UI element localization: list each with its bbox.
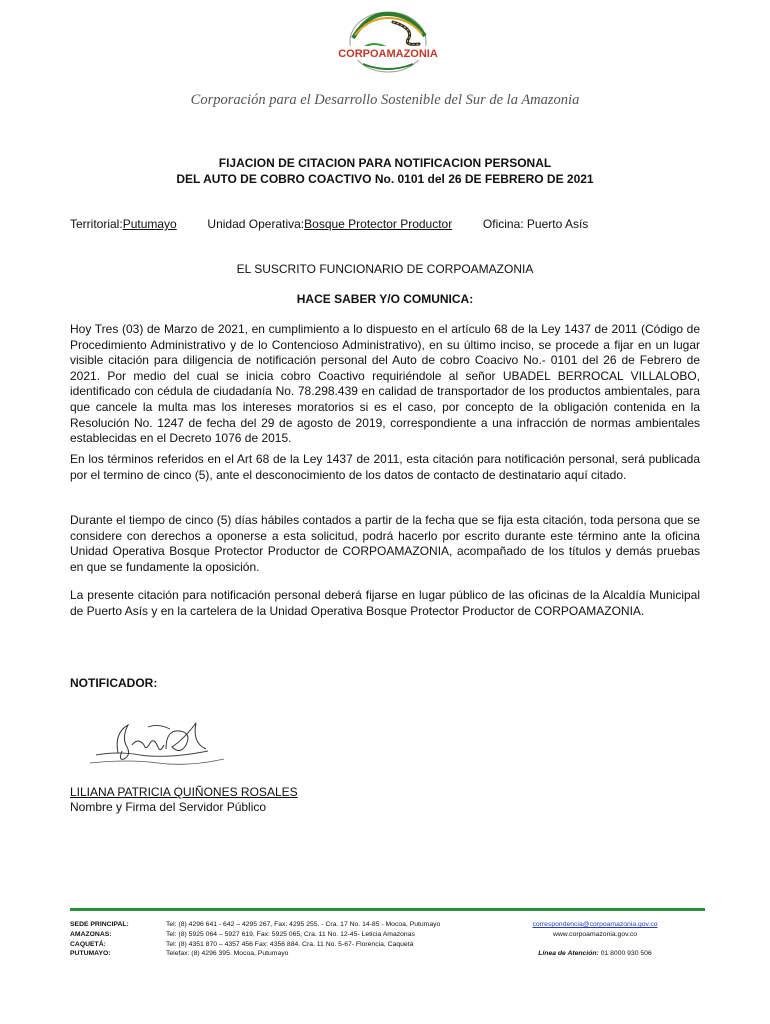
- notificador-label: NOTIFICADOR:: [70, 676, 158, 690]
- attention-label: Línea de Atención:: [538, 950, 599, 958]
- organization-tagline: Corporación para el Desarrollo Sostenible del Sur de la Amazonia: [190, 92, 580, 108]
- footer-info-putumayo: Telefax: (8) 4296 395. Mocoa, Putumayo: [166, 950, 289, 958]
- document-title-line-2: DEL AUTO DE COBRO COACTIVO No. 0101 del 26 DE FEBRERO DE 2021: [176, 172, 594, 186]
- footer-website: www.corpoamazonia.gov.co: [552, 930, 638, 938]
- footer-label-caqueta: CAQUETÁ:: [70, 940, 106, 948]
- paragraph-opposition: Durante el tiempo de cinco (5) días hábiles contados a partir de la fecha que se fija esta citación, toda persona que se considere con derechos a oponerse a esta solicitud, podrá hacerlo por escrito durante este término ante la oficina Unidad Operativa Bosque Protector Productor de CORPOAMAZONIA, acompañado de los títulos y demás pruebas en que se fundamente la oposición.: [70, 513, 700, 574]
- location-row: [70, 217, 588, 231]
- footer-info-sede: Tel: (8) 4296 641 - 642 – 4295 267, Fax: 4295 255. - Cra. 17 No. 14-85 - Mocoa, Putumayo: [166, 921, 441, 928]
- attention-number: 01 8000 930 506: [598, 950, 652, 958]
- signer-role: Nombre y Firma del Servidor Público: [70, 800, 267, 814]
- territorial-label: Territorial:: [70, 217, 123, 231]
- footer-office-info: [166, 920, 516, 959]
- hace-saber-heading: HACE SABER Y/O COMUNICA:: [296, 292, 474, 306]
- unidad-value: Bosque Protector Productor: [304, 217, 453, 231]
- territorial-value: Putumayo: [122, 217, 177, 231]
- footer-contact: [520, 920, 670, 959]
- document-title-line-1: FIJACION DE CITACION PARA NOTIFICACION PERSONAL: [218, 156, 552, 170]
- oficina-text: Oficina: Puerto Asís: [482, 217, 589, 231]
- paragraph-publication-term: En los términos referidos en el Art 68 de la Ley 1437 de 2011, esta citación para notificación personal, será publicada por el termino de cinco (5), ante el desconocimiento de los datos de contacto de destinatario aquí citado.: [70, 452, 700, 482]
- footer-info-caqueta: Tel: (8) 4351 870 – 4357 456 Fax: 4356 884. Cra. 11 No. 5-67- Florencia, Caquetá: [166, 940, 414, 948]
- corpoamazonia-logo: [333, 8, 443, 82]
- paragraph-posting-location: La presente citación para notificación personal deberá fijarse en lugar público de las oficinas de la Alcaldía Municipal de Puerto Asís y en la cartelera de la Unidad Operativa Bosque Protector Productor de CORPOAMAZONIA.: [70, 588, 700, 618]
- footer-rule: [70, 908, 705, 911]
- signer-name: LILIANA PATRICIA QUIÑONES ROSALES: [70, 785, 298, 799]
- unidad-label: Unidad Operativa:: [207, 217, 305, 231]
- logo-wordmark: CORPOAMAZONIA: [338, 48, 438, 60]
- footer-label-putumayo: PUTUMAYO:: [70, 950, 111, 958]
- footer-email-link[interactable]: correspondencia@corpoamazonia.gov.co: [532, 921, 658, 928]
- footer-office-labels: [70, 920, 129, 959]
- paragraph-citation: Hoy Tres (03) de Marzo de 2021, en cumplimiento a lo dispuesto en el artículo 68 de la Ley 1437 de 2011 (Código de Procedimiento Administrativo y de lo Contencioso Administrativo), en su último inciso, se procede a fijar en un lugar visible citación para diligencia de notificación personal del Auto de cobro Coacivo No.- 0101 del 26 de Febrero de 2021. Por medio del cual se inicia cobro Coactivo requiriéndole al señor UBADEL BERROCAL VILLALOBO, identificado con cédula de ciudadanía No. 78.298.439 en calidad de transportador de los productos ambientales, para que cancele la multa mas los intereses moratorios si es el caso, por concepto de la obligación contenida en la Resolución No. 1247 de fecha del 29 de agosto de 2019, correspondiente a una infracción de normas ambientales establecidas en el Decreto 1076 de 2015.: [70, 322, 700, 446]
- footer-attention-line: [520, 949, 670, 959]
- handwritten-signature: [88, 715, 228, 773]
- footer-label-amazonas: AMAZONAS:: [70, 930, 112, 938]
- suscrito-heading: EL SUSCRITO FUNCIONARIO DE CORPOAMAZONIA: [236, 262, 534, 276]
- footer-label-sede: SEDE PRINCIPAL:: [70, 921, 129, 928]
- footer-info-amazonas: Tel: (8) 5925 064 – 5927 619, Fax: 5925 065, Cra. 11 No. 12-45- Leticia Amazonas: [166, 930, 415, 938]
